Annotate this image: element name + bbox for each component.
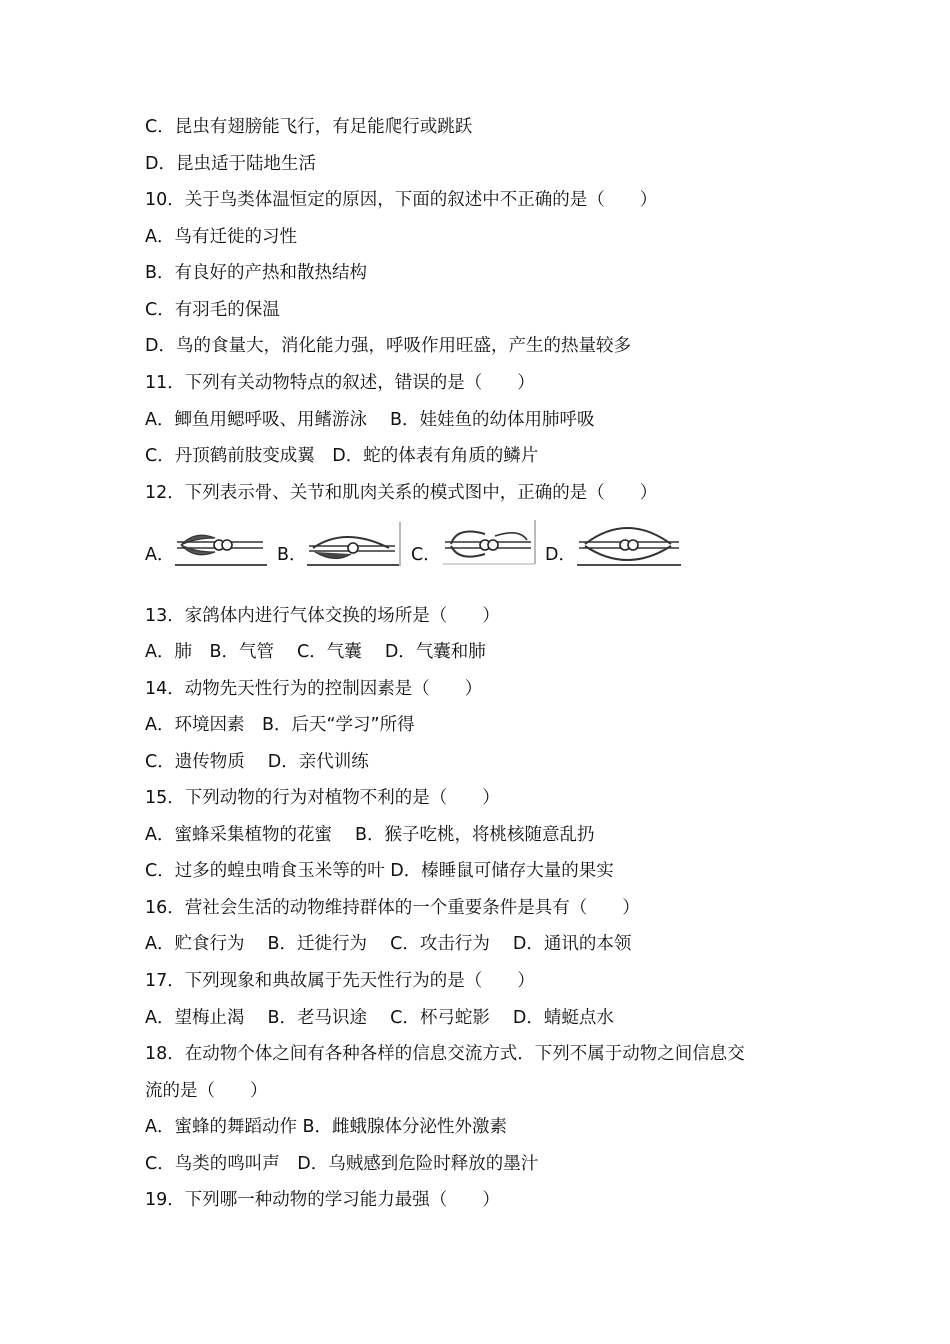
figure-option-label: C． (411, 545, 441, 565)
question-line: 15．下列动物的行为对植物不利的是（ ） (145, 788, 500, 808)
question-line: 16．营社会生活的动物维持群体的一个重要条件是具有（ ） (145, 898, 640, 918)
bone-joint-muscle-figure-d (575, 518, 683, 568)
question-line: A．贮食行为 B．迁徙行为 C．攻击行为 D．通讯的本领 (145, 934, 632, 954)
question-line: D．鸟的食量大，消化能力强，呼吸作用旺盛，产生的热量较多 (145, 336, 631, 356)
question-line: 14．动物先天性行为的控制因素是（ ） (145, 679, 483, 699)
question-line: C．过多的蝗虫啃食玉米等的叶 D．榛睡鼠可储存大量的果实 (145, 861, 614, 881)
question-line: 10．关于鸟类体温恒定的原因，下面的叙述中不正确的是（ ） (145, 190, 658, 210)
figure-option-label: B． (277, 545, 307, 565)
question-line: 12．下列表示骨、关节和肌肉关系的模式图中，正确的是（ ） (145, 483, 658, 503)
question-line: 17．下列现象和典故属于先天性行为的是（ ） (145, 971, 535, 991)
question-line: A．肺 B．气管 C．气囊 D．气囊和肺 (145, 642, 486, 662)
question-line: A．蜜蜂的舞蹈动作 B．雌蛾腺体分泌性外激素 (145, 1117, 508, 1137)
question-line: B．有良好的产热和散热结构 (145, 263, 368, 283)
question-line: D．昆虫适于陆地生活 (145, 154, 316, 174)
question-line: A．环境因素 B．后天“学习”所得 (145, 715, 415, 735)
question-line: A．鸟有迁徙的习性 (145, 227, 297, 247)
question-line: A．蜜蜂采集植物的花蜜 B．猴子吃桃，将桃核随意乱扔 (145, 825, 595, 845)
question-line: 18．在动物个体之间有各种各样的信息交流方式．下列不属于动物之间信息交 (145, 1044, 745, 1064)
question-line: 11．下列有关动物特点的叙述，错误的是（ ） (145, 373, 535, 393)
figure-option-label: A． (145, 545, 175, 565)
figure-option-label: D． (545, 545, 576, 565)
question-line: 19．下列哪一种动物的学习能力最强（ ） (145, 1190, 500, 1210)
question-line: 流的是（ ） (145, 1081, 268, 1101)
question-line: C．丹顶鹤前肢变成翼 D．蛇的体表有角质的鳞片 (145, 446, 539, 466)
question-line: 13．家鸽体内进行气体交换的场所是（ ） (145, 606, 500, 626)
bone-joint-muscle-figure-b (305, 522, 401, 568)
bone-joint-muscle-figure-c (441, 520, 537, 566)
question-line: C．鸟类的鸣叫声 D．乌贼感到危险时释放的墨汁 (145, 1154, 539, 1174)
question-line: A．望梅止渴 B．老马识途 C．杯弓蛇影 D．蜻蜓点水 (145, 1008, 614, 1028)
question-line: C．有羽毛的保温 (145, 300, 280, 320)
question-line: C．昆虫有翅膀能飞行，有足能爬行或跳跃 (145, 117, 473, 137)
question-line: A．鲫鱼用鳃呼吸、用鳍游泳 B．娃娃鱼的幼体用肺呼吸 (145, 410, 595, 430)
bone-joint-muscle-figure-a (173, 524, 269, 568)
figure-options-row (145, 518, 705, 574)
question-line: C．遗传物质 D．亲代训练 (145, 752, 369, 772)
